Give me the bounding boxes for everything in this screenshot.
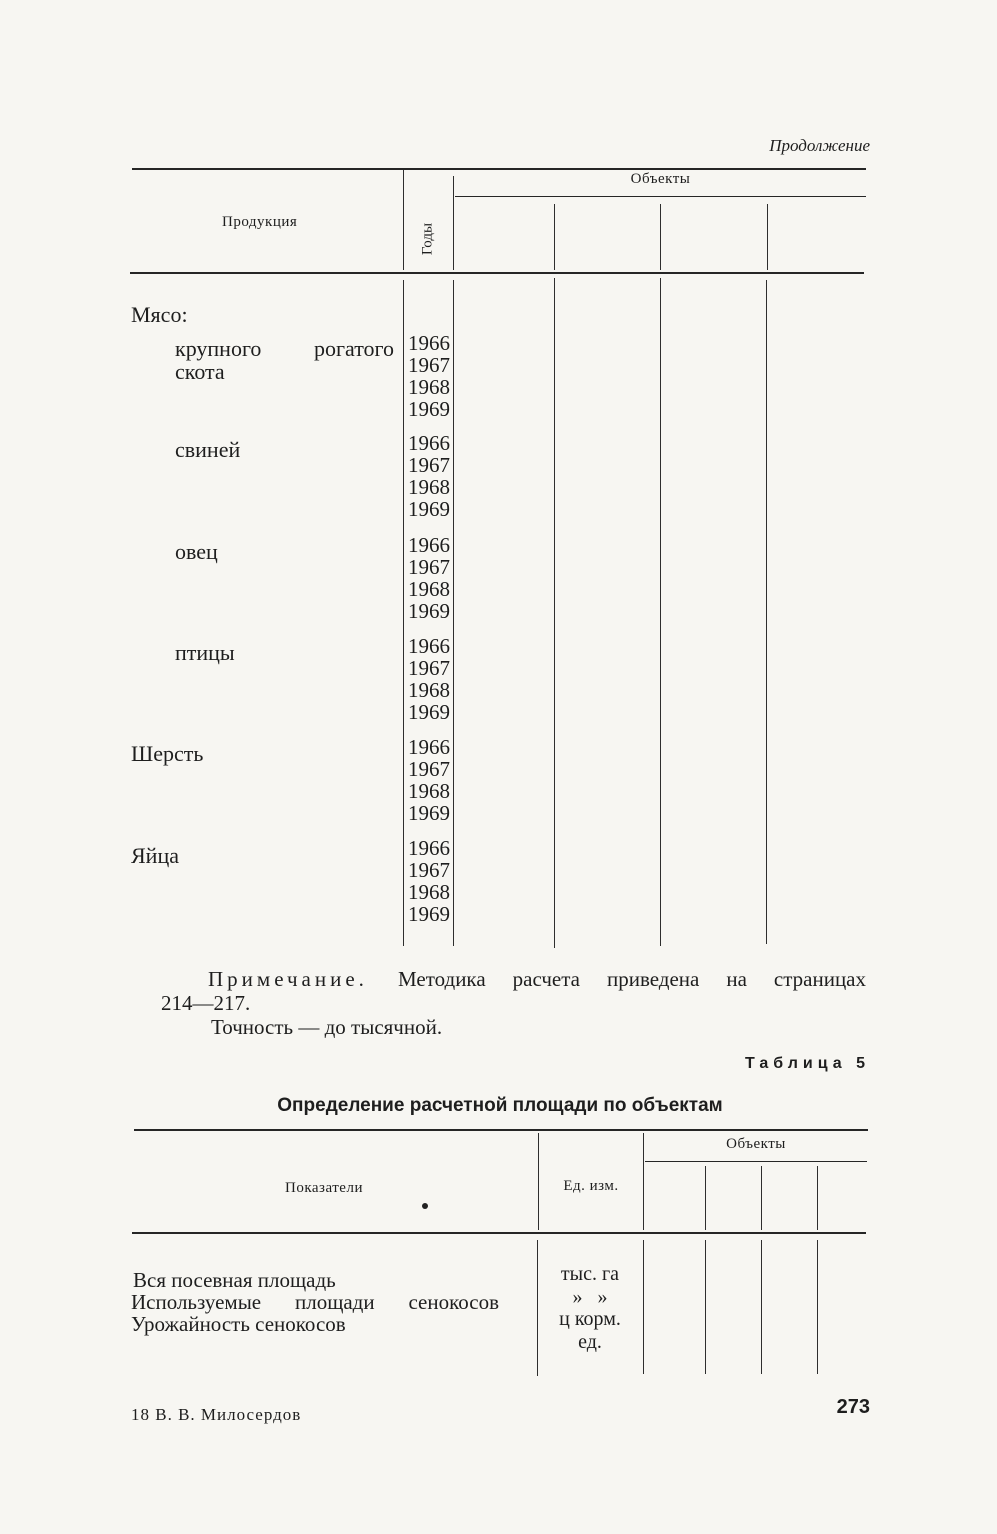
- product-label: скота: [175, 359, 225, 384]
- year-cell: 1967: [408, 757, 450, 781]
- objects-header-rule: [455, 196, 866, 197]
- year-cell: 1966: [408, 836, 450, 860]
- year-cell: 1966: [408, 634, 450, 658]
- year-cell: 1967: [408, 453, 450, 477]
- product-label: Яйца: [131, 843, 179, 868]
- table-top-rule: [132, 168, 866, 170]
- unit-cell: ц корм.: [559, 1308, 621, 1330]
- year-cell: 1969: [408, 599, 450, 623]
- bullet-mark: [422, 1203, 428, 1209]
- product-label: Шерсть: [131, 741, 204, 766]
- unit-column-header: Ед. изм.: [563, 1178, 619, 1194]
- product-label: свиней: [175, 437, 241, 462]
- header-divider: [643, 1133, 644, 1230]
- indicator-label: Вся посевная площадь: [133, 1268, 336, 1292]
- year-cell: 1969: [408, 700, 450, 724]
- header-bottom-rule: [130, 272, 864, 274]
- header-divider: [761, 1166, 762, 1230]
- header-divider: [403, 170, 404, 270]
- body-divider: [660, 278, 661, 946]
- body-divider: [403, 280, 404, 946]
- objects-column-header: Объекты: [726, 1136, 786, 1152]
- unit-cell: тыс. га: [560, 1263, 620, 1285]
- header-divider: [660, 204, 661, 270]
- header-divider: [817, 1166, 818, 1230]
- body-divider: [453, 280, 454, 946]
- indicators-column-header: Показатели: [285, 1180, 363, 1196]
- body-divider: [643, 1240, 644, 1374]
- continuation-label: Продолжение: [769, 136, 870, 155]
- year-cell: 1969: [408, 397, 450, 421]
- year-cell: 1966: [408, 533, 450, 557]
- year-cell: 1967: [408, 656, 450, 680]
- product-group-label: Мясо:: [131, 302, 188, 327]
- unit-cell: ед.: [578, 1331, 602, 1353]
- year-cell: 1966: [408, 735, 450, 759]
- table-top-rule: [134, 1129, 868, 1131]
- note-text: 214—217.: [161, 991, 251, 1015]
- year-cell: 1969: [408, 497, 450, 521]
- year-cell: 1968: [408, 779, 450, 803]
- year-cell: 1968: [408, 678, 450, 702]
- header-bottom-rule: [132, 1232, 866, 1234]
- years-column-header: Годы: [419, 222, 436, 256]
- indicator-label: Используемые площади сенокосов: [131, 1290, 499, 1314]
- product-label: овец: [175, 539, 218, 564]
- note-label: Примечание.: [208, 967, 368, 991]
- unit-cell: » »: [572, 1286, 608, 1308]
- header-divider: [538, 1133, 539, 1230]
- year-cell: 1967: [408, 555, 450, 579]
- product-label: птицы: [175, 640, 235, 665]
- note-text: Точность — до тысячной.: [211, 1015, 443, 1039]
- year-cell: 1968: [408, 375, 450, 399]
- note-text: Методика расчета приведена на страницах: [398, 967, 866, 991]
- header-divider: [767, 204, 768, 270]
- body-divider: [766, 280, 767, 944]
- objects-column-header: Объекты: [630, 171, 691, 187]
- body-divider: [554, 278, 555, 948]
- year-cell: 1969: [408, 801, 450, 825]
- page-number: 273: [836, 1396, 870, 1418]
- product-column-header: Продукция: [222, 214, 298, 230]
- header-divider: [705, 1166, 706, 1230]
- year-cell: 1968: [408, 880, 450, 904]
- year-cell: 1968: [408, 475, 450, 499]
- year-cell: 1966: [408, 431, 450, 455]
- header-divider: [453, 176, 454, 270]
- product-label: крупного: [175, 336, 262, 361]
- indicator-label: Урожайность сенокосов: [131, 1312, 346, 1336]
- year-cell: 1967: [408, 858, 450, 882]
- year-cell: 1968: [408, 577, 450, 601]
- body-divider: [817, 1240, 818, 1374]
- table-title: Определение расчетной площади по объектам: [277, 1095, 723, 1116]
- header-divider: [554, 204, 555, 270]
- footer-author: 18 В. В. Милосердов: [131, 1405, 302, 1424]
- product-label: рогатого: [314, 336, 395, 361]
- table-number: Таблица 5: [744, 1055, 870, 1072]
- year-cell: 1967: [408, 353, 450, 377]
- year-cell: 1969: [408, 902, 450, 926]
- body-divider: [705, 1240, 706, 1374]
- body-divider: [761, 1240, 762, 1374]
- year-cell: 1966: [408, 331, 450, 355]
- objects-header-rule: [645, 1161, 867, 1162]
